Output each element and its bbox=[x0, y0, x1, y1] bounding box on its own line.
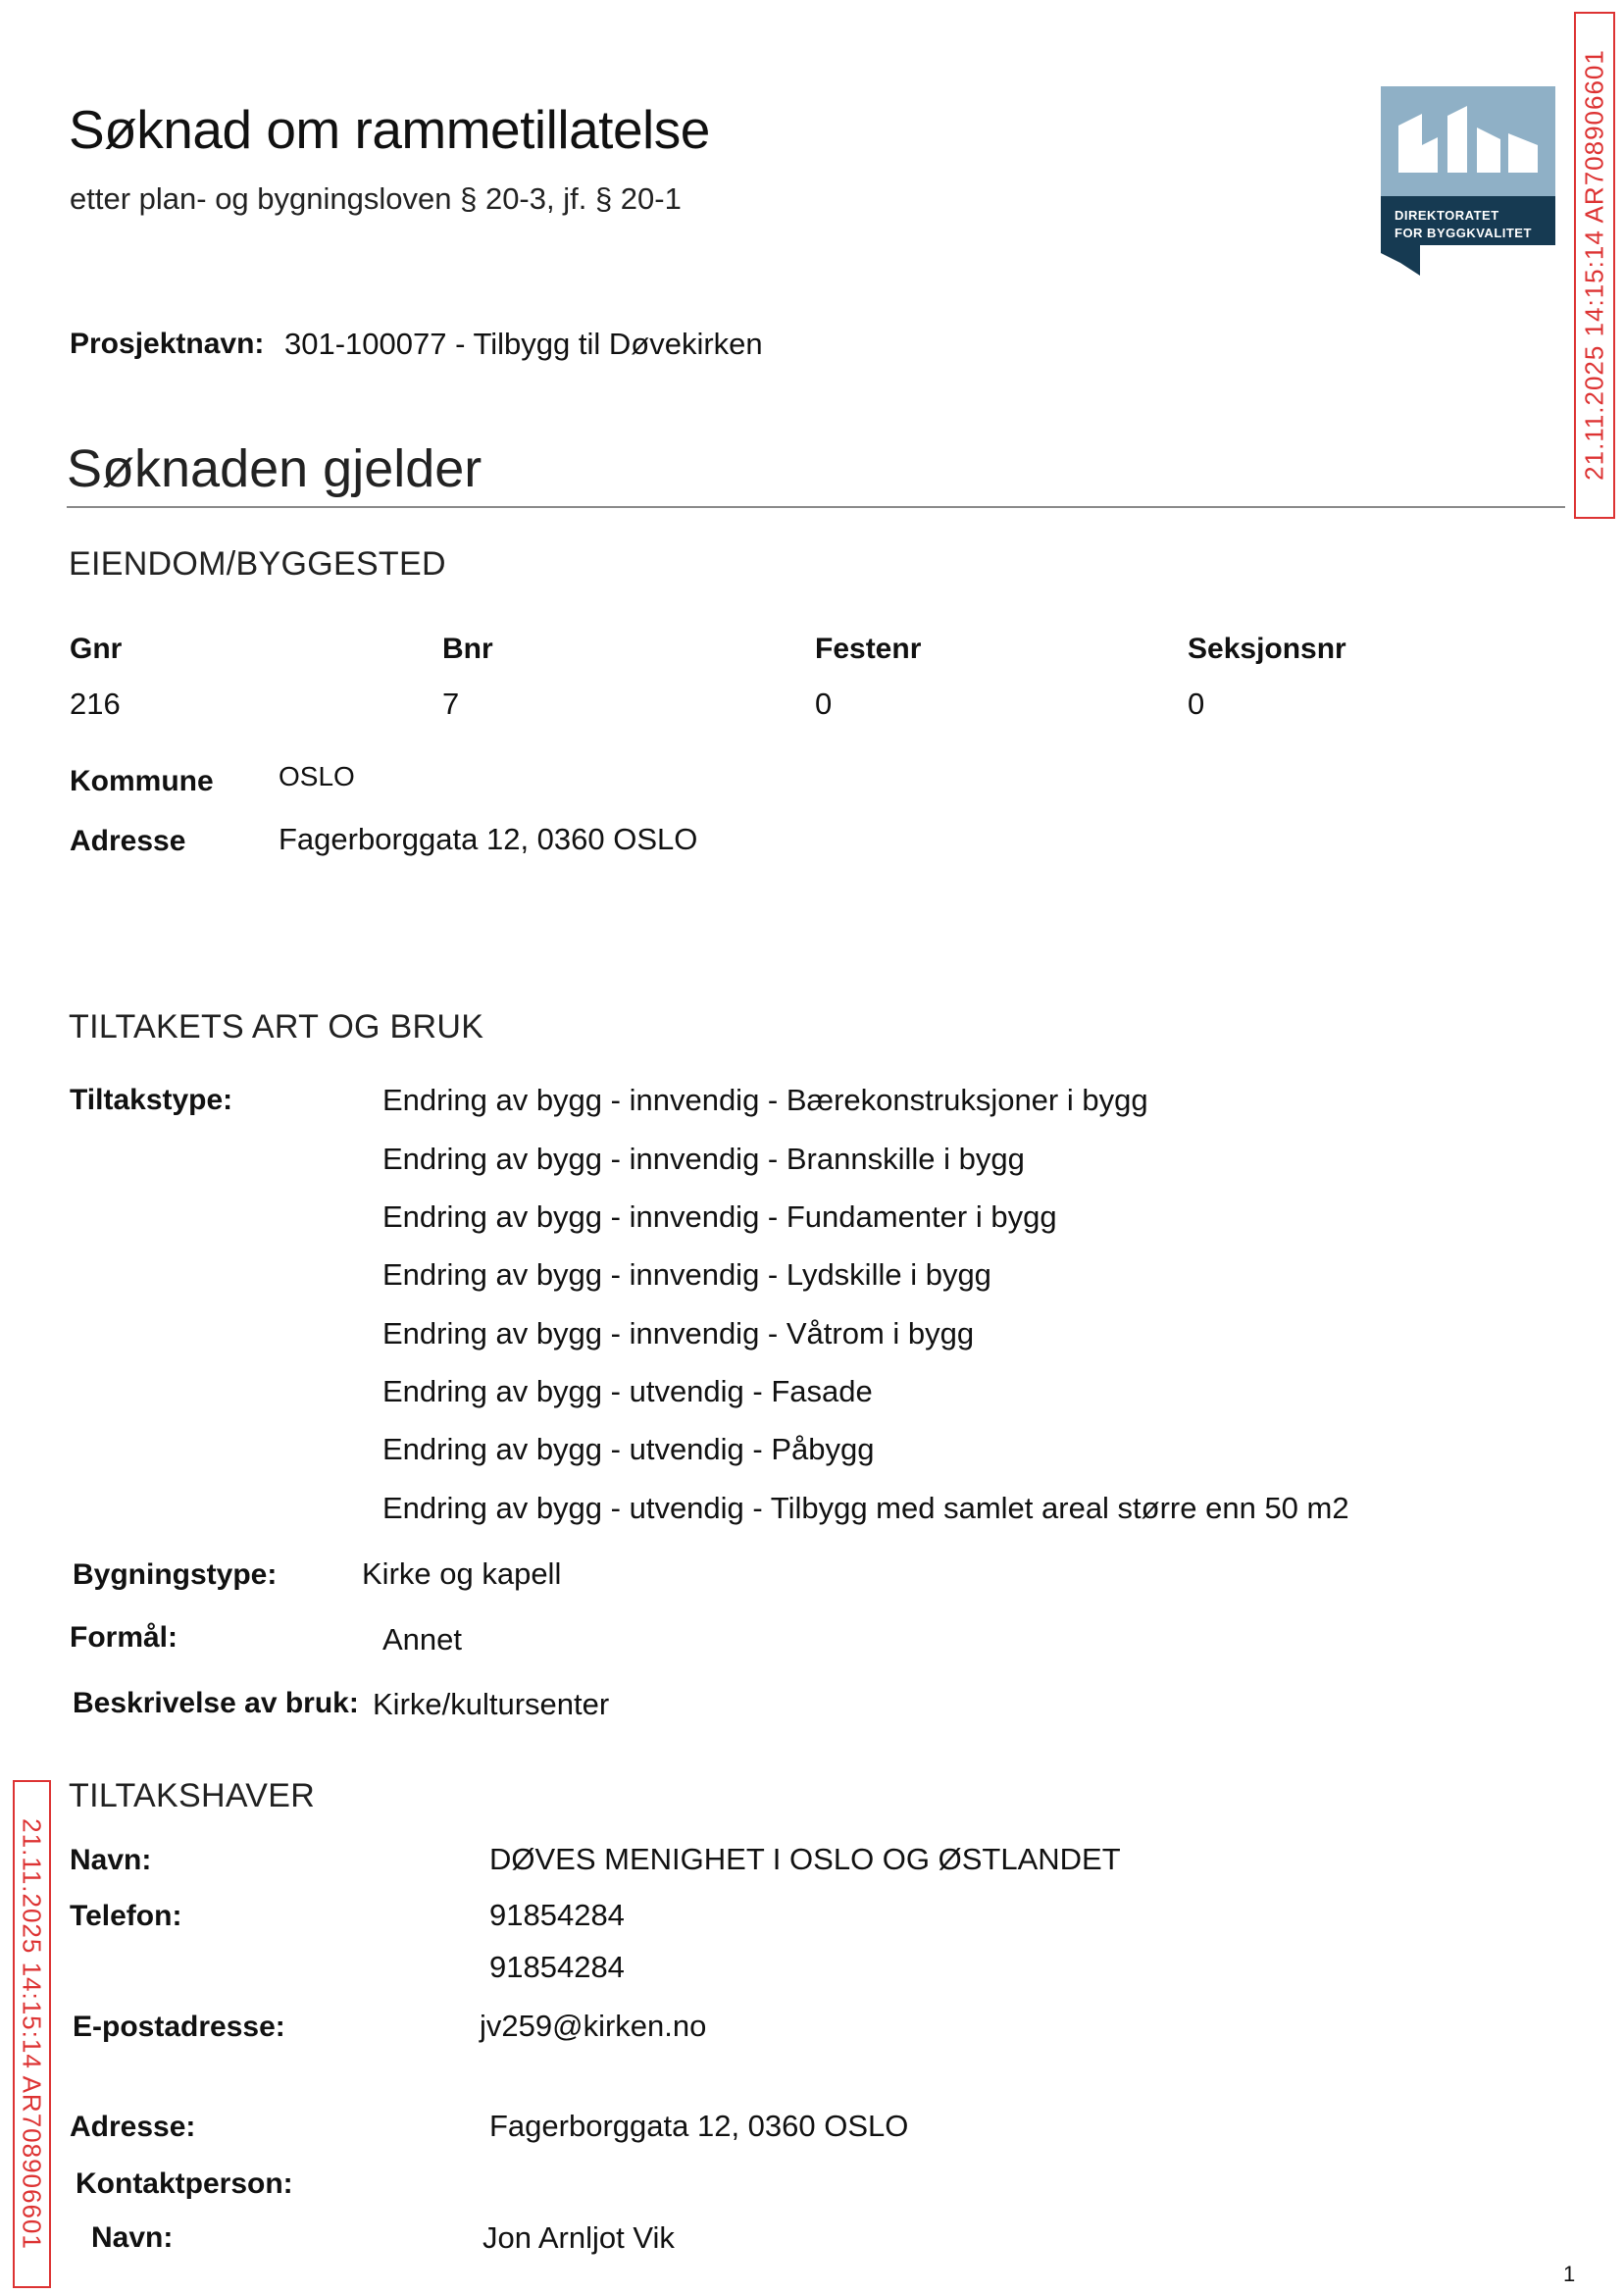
epost-label: E-postadresse: bbox=[73, 2011, 285, 2043]
tiltakstype-item: Endring av bygg - innvendig - Brannskille i bygg bbox=[382, 1142, 1025, 1176]
adresse-label: Adresse bbox=[70, 825, 186, 857]
document-subtitle: etter plan- og bygningsloven § 20-3, jf. § 20-1 bbox=[70, 181, 682, 216]
tiltakstype-label: Tiltakstype: bbox=[70, 1084, 233, 1116]
gnr-label: Gnr bbox=[70, 633, 123, 665]
section-title: Søknaden gjelder bbox=[67, 439, 482, 498]
kontaktperson-label: Kontaktperson: bbox=[76, 2167, 293, 2200]
formal-value: Annet bbox=[382, 1622, 463, 1657]
kontakt-navn-label: Navn: bbox=[91, 2221, 174, 2254]
tiltakstype-item: Endring av bygg - utvendig - Påbygg bbox=[382, 1432, 875, 1466]
project-label: Prosjektnavn: bbox=[70, 328, 265, 360]
tiltakstype-item: Endring av bygg - utvendig - Fasade bbox=[382, 1374, 873, 1408]
tiltakstype-item: Endring av bygg - innvendig - Fundamenter i bygg bbox=[382, 1199, 1057, 1234]
bnr-value: 7 bbox=[442, 687, 460, 721]
seksjonsnr-label: Seksjonsnr bbox=[1188, 633, 1346, 665]
stamp-text: 21.11.2025 14:15:14 AR708906601 bbox=[17, 1818, 47, 2250]
kommune-label: Kommune bbox=[70, 765, 214, 797]
project-value: 301-100077 - Tilbygg til Døvekirken bbox=[284, 327, 763, 361]
document-title: Søknad om rammetillatelse bbox=[69, 99, 710, 160]
tiltakstype-item: Endring av bygg - utvendig - Tilbygg med samlet areal større enn 50 m2 bbox=[382, 1491, 1349, 1525]
telefon-value: 91854284 bbox=[489, 1950, 625, 1984]
beskrivelse-label: Beskrivelse av bruk: bbox=[73, 1687, 359, 1719]
telefon-label: Telefon: bbox=[70, 1900, 182, 1932]
tiltakshaver-adresse-value: Fagerborggata 12, 0360 OSLO bbox=[489, 2109, 909, 2143]
tiltakstype-item: Endring av bygg - innvendig - Lydskille i bygg bbox=[382, 1257, 991, 1292]
epost-value: jv259@kirken.no bbox=[480, 2009, 707, 2043]
logo-text-line1: DIREKTORATET bbox=[1395, 208, 1499, 223]
formal-label: Formål: bbox=[70, 1621, 178, 1654]
stamp-text: 21.11.2025 14:15:14 AR708906601 bbox=[1579, 49, 1609, 481]
page-number: 1 bbox=[1563, 2262, 1576, 2286]
gnr-value: 216 bbox=[70, 687, 121, 721]
telefon-value: 91854284 bbox=[489, 1898, 625, 1932]
bnr-label: Bnr bbox=[442, 633, 493, 665]
tiltakstype-item: Endring av bygg - innvendig - Bærekonstruksjoner i bygg bbox=[382, 1083, 1148, 1117]
tiltakshaver-adresse-label: Adresse: bbox=[70, 2111, 196, 2143]
tiltakstype-item: Endring av bygg - innvendig - Våtrom i bygg bbox=[382, 1316, 975, 1351]
dibk-logo bbox=[1381, 86, 1555, 276]
seksjonsnr-value: 0 bbox=[1188, 687, 1205, 721]
festenr-label: Festenr bbox=[815, 633, 922, 665]
beskrivelse-value: Kirke/kultursenter bbox=[373, 1687, 610, 1721]
section-divider bbox=[67, 506, 1565, 508]
property-heading: EIENDOM/BYGGESTED bbox=[69, 545, 446, 583]
logo-text-line2: FOR BYGGKVALITET bbox=[1395, 226, 1532, 240]
timestamp-stamp-left bbox=[13, 1780, 51, 2288]
bygningstype-label: Bygningstype: bbox=[73, 1558, 278, 1591]
tiltak-heading: TILTAKETS ART OG BRUK bbox=[69, 1008, 484, 1045]
bygningstype-value: Kirke og kapell bbox=[362, 1556, 562, 1591]
kontakt-navn-value: Jon Arnljot Vik bbox=[482, 2220, 675, 2255]
tiltakshaver-navn-value: DØVES MENIGHET I OSLO OG ØSTLANDET bbox=[489, 1842, 1121, 1876]
adresse-value: Fagerborggata 12, 0360 OSLO bbox=[279, 822, 698, 856]
tiltakshaver-heading: TILTAKSHAVER bbox=[69, 1777, 316, 1814]
timestamp-stamp-right bbox=[1574, 12, 1615, 519]
kommune-value: OSLO bbox=[279, 761, 355, 791]
festenr-value: 0 bbox=[815, 687, 833, 721]
tiltakshaver-navn-label: Navn: bbox=[70, 1844, 152, 1876]
